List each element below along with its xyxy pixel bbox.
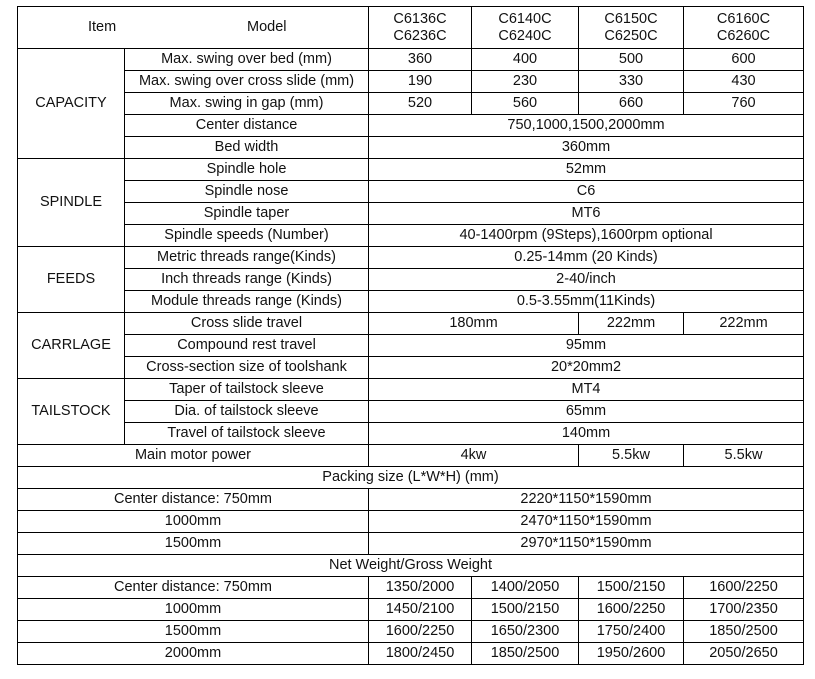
model-header: Model [247, 19, 287, 35]
group-label-spindle: SPINDLE [18, 159, 125, 247]
cell-value: 5.5kw [579, 445, 684, 467]
table-row [18, 269, 804, 291]
row-label: Center distance [125, 115, 369, 137]
cell-value: 52mm [369, 159, 804, 181]
row-label: Dia. of tailstock sleeve [125, 401, 369, 423]
table-row [18, 599, 804, 621]
table-row [18, 577, 804, 599]
row-label: Inch threads range (Kinds) [125, 269, 369, 291]
cell-value: 5.5kw [684, 445, 804, 467]
row-label: Spindle nose [125, 181, 369, 203]
table-row [18, 357, 804, 379]
model-name: C6260C [716, 27, 771, 44]
row-label: Center distance: 750mm [18, 577, 369, 599]
cell-value: 750,1000,1500,2000mm [369, 115, 804, 137]
cell-value: 2220*1150*1590mm [369, 489, 804, 511]
table-row [18, 49, 804, 71]
section-title-row [18, 467, 804, 489]
cell-value: 180mm [369, 313, 579, 335]
section-title-row [18, 555, 804, 577]
cell-value: 95mm [369, 335, 804, 357]
cell-value: 330 [579, 71, 684, 93]
cell-value: 1350/2000 [369, 577, 472, 599]
table-row [18, 379, 804, 401]
cell-value: 1450/2100 [369, 599, 472, 621]
group-label-tailstock: TAILSTOCK [18, 379, 125, 445]
table-row [18, 511, 804, 533]
table-row [18, 203, 804, 225]
cell-value: 360mm [369, 137, 804, 159]
cell-value: 40-1400rpm (9Steps),1600rpm optional [369, 225, 804, 247]
row-label: Max. swing in gap (mm) [125, 93, 369, 115]
cell-value: 660 [579, 93, 684, 115]
row-label: Travel of tailstock sleeve [125, 423, 369, 445]
cell-value: 1600/2250 [369, 621, 472, 643]
table-row [18, 401, 804, 423]
cell-value: 1750/2400 [579, 621, 684, 643]
table-row [18, 313, 804, 335]
row-label: 1500mm [18, 533, 369, 555]
cell-value: 1850/2500 [472, 643, 579, 665]
cell-value: 2470*1150*1590mm [369, 511, 804, 533]
cell-value: 1850/2500 [684, 621, 804, 643]
cell-value: 1400/2050 [472, 577, 579, 599]
row-label: Max. swing over bed (mm) [125, 49, 369, 71]
cell-value: MT6 [369, 203, 804, 225]
table-row [18, 533, 804, 555]
cell-value: 2970*1150*1590mm [369, 533, 804, 555]
table-row [18, 137, 804, 159]
header-item-model-cell [18, 7, 369, 49]
cell-value: MT4 [369, 379, 804, 401]
cell-value: 1950/2600 [579, 643, 684, 665]
cell-value: 0.5-3.55mm(11Kinds) [369, 291, 804, 313]
cell-value: 760 [684, 93, 804, 115]
model-name: C6160C [716, 10, 771, 27]
cell-value: 190 [369, 71, 472, 93]
table-row [18, 335, 804, 357]
item-header: Item [88, 19, 117, 35]
cell-value: 222mm [684, 313, 804, 335]
row-label: Center distance: 750mm [18, 489, 369, 511]
row-label: Main motor power [18, 445, 369, 467]
table-row [18, 621, 804, 643]
model-name: C6236C [393, 27, 447, 44]
row-label: Spindle hole [125, 159, 369, 181]
cell-value: 500 [579, 49, 684, 71]
cell-value: 222mm [579, 313, 684, 335]
cell-value: 4kw [369, 445, 579, 467]
row-label: Compound rest travel [125, 335, 369, 357]
model-name: C6150C [604, 10, 658, 27]
cell-value: 520 [369, 93, 472, 115]
row-label: Module threads range (Kinds) [125, 291, 369, 313]
group-label-carriage: CARRLAGE [18, 313, 125, 379]
table-row [18, 225, 804, 247]
cell-value: 400 [472, 49, 579, 71]
cell-value: 2-40/inch [369, 269, 804, 291]
table-row [18, 643, 804, 665]
model-name: C6136C [393, 10, 447, 27]
weight-title: Net Weight/Gross Weight [18, 555, 804, 577]
model-name: C6140C [498, 10, 552, 27]
row-label: Spindle taper [125, 203, 369, 225]
row-label: 1000mm [18, 599, 369, 621]
table-row [18, 115, 804, 137]
model-column-3 [579, 7, 684, 49]
cell-value: 1700/2350 [684, 599, 804, 621]
cell-value: 65mm [369, 401, 804, 423]
row-label: Cross slide travel [125, 313, 369, 335]
cell-value: 20*20mm2 [369, 357, 804, 379]
table-row [18, 445, 804, 467]
model-column-1 [369, 7, 472, 49]
cell-value: 1500/2150 [579, 577, 684, 599]
cell-value: 360 [369, 49, 472, 71]
table-row [18, 423, 804, 445]
cell-value: 1600/2250 [684, 577, 804, 599]
model-name: C6240C [498, 27, 552, 44]
group-label-capacity: CAPACITY [18, 49, 125, 159]
table-row [18, 181, 804, 203]
row-label: 1000mm [18, 511, 369, 533]
cell-value: 1650/2300 [472, 621, 579, 643]
table-row [18, 93, 804, 115]
row-label: Spindle speeds (Number) [125, 225, 369, 247]
cell-value: 430 [684, 71, 804, 93]
group-label-feeds: FEEDS [18, 247, 125, 313]
row-label: Taper of tailstock sleeve [125, 379, 369, 401]
cell-value: 2050/2650 [684, 643, 804, 665]
table-row [18, 71, 804, 93]
row-label: Max. swing over cross slide (mm) [125, 71, 369, 93]
table-row [18, 247, 804, 269]
row-label: Bed width [125, 137, 369, 159]
model-column-4 [684, 7, 804, 49]
packing-title: Packing size (L*W*H) (mm) [18, 467, 804, 489]
row-label: Cross-section size of toolshank [125, 357, 369, 379]
cell-value: C6 [369, 181, 804, 203]
table-row [18, 489, 804, 511]
cell-value: 0.25-14mm (20 Kinds) [369, 247, 804, 269]
table-row [18, 291, 804, 313]
cell-value: 230 [472, 71, 579, 93]
cell-value: 1500/2150 [472, 599, 579, 621]
row-label: 2000mm [18, 643, 369, 665]
cell-value: 140mm [369, 423, 804, 445]
header-row [18, 7, 804, 49]
cell-value: 560 [472, 93, 579, 115]
cell-value: 1800/2450 [369, 643, 472, 665]
lathe-spec-table [17, 6, 804, 665]
cell-value: 600 [684, 49, 804, 71]
cell-value: 1600/2250 [579, 599, 684, 621]
model-column-2 [472, 7, 579, 49]
model-name: C6250C [604, 27, 658, 44]
row-label: 1500mm [18, 621, 369, 643]
row-label: Metric threads range(Kinds) [125, 247, 369, 269]
table-row [18, 159, 804, 181]
